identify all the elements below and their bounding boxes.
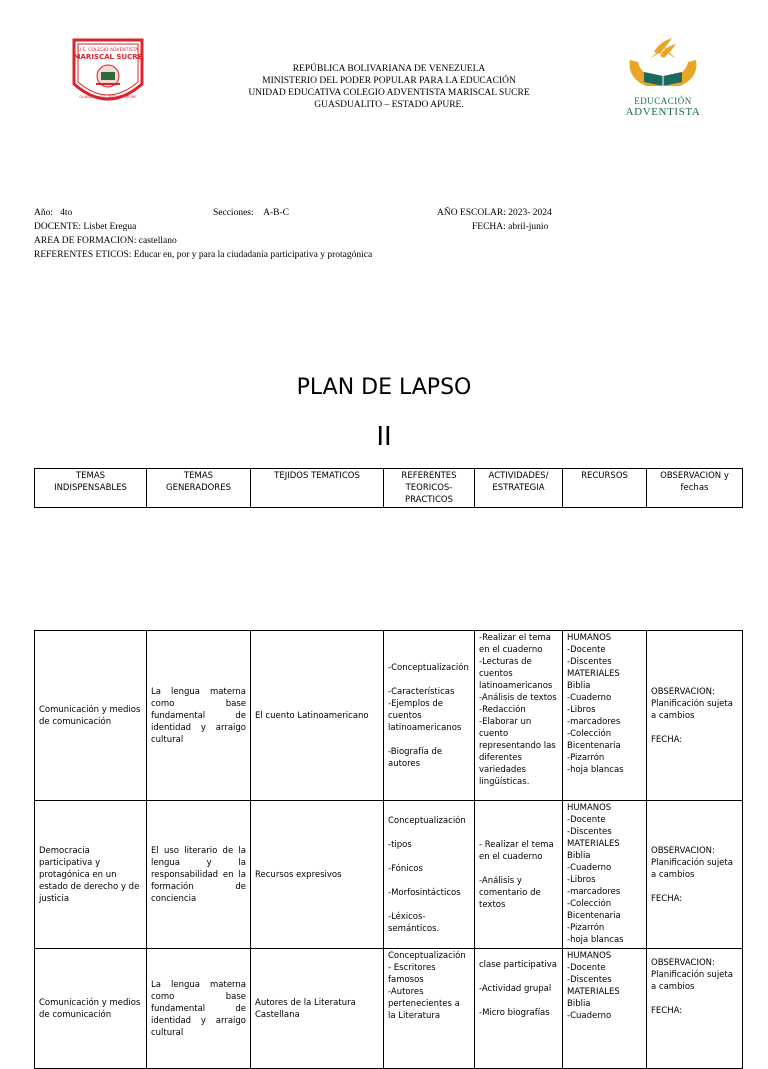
ano-escolar: AÑO ESCOLAR: 2023- 2024 — [437, 208, 552, 218]
cell-tejidos: El cuento Latinoamericano — [251, 631, 384, 801]
header-line-school: UNIDAD EDUCATIVA COLEGIO ADVENTISTA MARISCAL SUCRE — [248, 88, 530, 98]
logo-caption-adventist: ADVENTISTA — [625, 106, 701, 118]
institution-header — [230, 63, 548, 111]
table-row — [35, 801, 743, 949]
docente: DOCENTE: Lisbet Eregua — [34, 222, 137, 232]
cell-recursos: HUMANOS -Docente -Discentes MATERIALES Biblia -Cuaderno -Libros -marcadores -Colección Bicentenaria -Pizarrón -hoja blancas — [563, 801, 647, 949]
cell-recursos: HUMANOS -Docente -Discentes MATERIALES Biblia -Cuaderno -Libros -marcadores -Colección Bicentenaria -Pizarrón -hoja blancas — [563, 631, 647, 801]
cell-actividades: clase participativa -Actividad grupal -Micro biografías — [475, 949, 563, 1069]
cell-generadores: La lengua materna como base fundamental de identidad y arraigo cultural — [147, 631, 251, 801]
plan-title: PLAN DE LAPSO — [296, 375, 472, 400]
col-recursos: RECURSOS — [563, 469, 647, 508]
seal-top-text: U.E. COLEGIO ADVENTISTA — [77, 48, 139, 53]
cell-indispensables: Comunicación y medios de comunicación — [35, 631, 147, 801]
header-line-ministry: MINISTERIO DEL PODER POPULAR PARA LA EDUCACIÓN — [262, 76, 516, 86]
cell-actividades: -Realizar el tema en el cuaderno -Lecturas de cuentos latinoamericanos -Análisis de textos -Redacción -Elaborar un cuento representando las diferentes variedades lingüísticas. — [475, 631, 563, 801]
ano-value: 4to — [60, 208, 73, 218]
cell-observacion: OBSERVACION: Planificación sujeta a cambios FECHA: — [647, 949, 743, 1069]
cell-generadores: El uso literario de la lengua y la responsabilidad en la formación de conciencia — [147, 801, 251, 949]
cell-referentes: Conceptualización - Escritores famosos -Autores pertenecientes a la Literatura — [384, 949, 475, 1069]
ano-field — [34, 208, 72, 218]
referentes-eticos: REFERENTES ETICOS: Educar en, por y para la ciudadanía participativa y protagónica — [34, 250, 373, 260]
cell-referentes: -Conceptualización -Características -Ejemplos de cuentos latinoamericanos -Biografía de autores — [384, 631, 475, 801]
secciones-label: Secciones: — [213, 208, 254, 218]
col-observacion: OBSERVACION y fechas — [647, 469, 743, 508]
cell-referentes: Conceptualización -tipos -Fónicos -Morfosintácticos -Léxicos-semánticos. — [384, 801, 475, 949]
plan-header-table — [34, 468, 743, 508]
cell-indispensables: Comunicación y medios de comunicación — [35, 949, 147, 1069]
fecha: FECHA: abril-junio — [472, 222, 549, 232]
plan-body-table — [34, 630, 743, 1069]
seal-name-text: MARISCAL SUCRE — [73, 53, 143, 61]
cell-generadores: La lengua materna como base fundamental de identidad y arraigo cultural — [147, 949, 251, 1069]
cell-recursos: HUMANOS -Docente -Discentes MATERIALES Biblia -Cuaderno — [563, 949, 647, 1069]
col-referentes: REFERENTES TEORICOS- PRACTICOS — [384, 469, 475, 508]
cell-tejidos: Autores de la Literatura Castellana — [251, 949, 384, 1069]
col-actividades: ACTIVIDADES/ ESTRATEGIA — [475, 469, 563, 508]
cell-actividades: - Realizar el tema en el cuaderno -Análisis y comentario de textos — [475, 801, 563, 949]
col-temas-indispensables: TEMAS INDISPENSABLES — [35, 469, 147, 508]
hands-book-icon — [620, 36, 706, 96]
logo-caption-education: EDUCACIÓN — [634, 96, 692, 106]
header-row — [35, 469, 743, 508]
lapso-number: II — [376, 422, 392, 452]
cell-observacion: OBSERVACION: Planificación sujeta a cambios FECHA: — [647, 631, 743, 801]
cell-tejidos: Recursos expresivos — [251, 801, 384, 949]
seal-bottom-text: GUASDUALITO - ESTADO APURE — [79, 95, 137, 99]
col-tejidos-tematicos: TEJIDOS TEMATICOS — [251, 469, 384, 508]
school-seal-logo — [70, 36, 146, 106]
secciones-value: A-B-C — [263, 208, 290, 218]
table-row — [35, 631, 743, 801]
area-formacion: AREA DE FORMACION: castellano — [34, 236, 177, 246]
secciones-field — [213, 208, 289, 218]
col-temas-generadores: TEMAS GENERADORES — [147, 469, 251, 508]
cell-observacion: OBSERVACION: Planificación sujeta a cambios FECHA: — [647, 801, 743, 949]
cell-indispensables: Democracia participativa y protagónica en un estado de derecho y de justicia — [35, 801, 147, 949]
adventist-education-logo — [620, 36, 706, 118]
table-row — [35, 949, 743, 1069]
ano-label: Año: — [34, 208, 53, 218]
header-line-location: GUASDUALITO – ESTADO APURE. — [314, 100, 464, 110]
header-line-republic: REPÚBLICA BOLIVARIANA DE VENEZUELA — [292, 64, 486, 74]
